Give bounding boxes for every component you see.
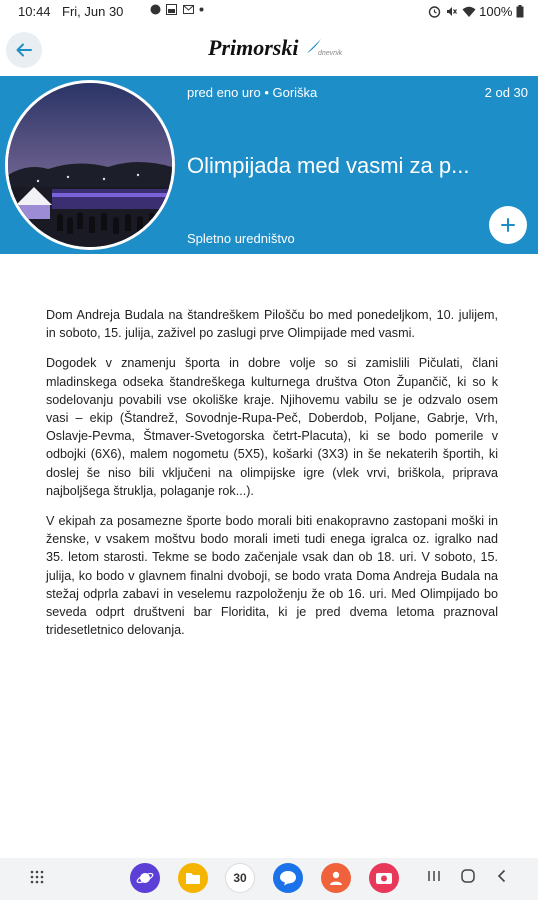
files-app-icon[interactable]	[178, 863, 208, 893]
status-time: 10:44	[18, 4, 51, 19]
status-date: Fri, Jun 30	[62, 4, 124, 19]
person-icon	[328, 870, 344, 886]
chat-bubble-icon	[279, 870, 297, 886]
app-logo: Primorski	[208, 35, 299, 60]
battery-level: 100%	[479, 4, 513, 19]
arrow-left-icon	[15, 41, 33, 59]
alarm-icon	[428, 5, 441, 18]
article-counter: 2 od 30	[484, 85, 528, 100]
navigation-bar	[0, 858, 538, 900]
camera-icon	[375, 871, 393, 885]
calendar-day: 30	[233, 871, 247, 885]
recent-apps-icon[interactable]	[426, 868, 442, 884]
mute-icon	[445, 5, 458, 18]
article-title: Olimpijada med vasmi za p...	[187, 153, 470, 178]
back-nav-icon[interactable]	[494, 868, 510, 884]
article-paragraph: Dom Andreja Budala na štandreškem Pilošču bo med ponedeljkom, 10. julijem, in soboto, 15. julija, zaživel po zaslugi prve Olimpijade med vasmi.	[46, 308, 498, 341]
messenger-icon	[150, 4, 161, 15]
wifi-icon	[462, 5, 476, 18]
status-right	[428, 4, 524, 19]
screen-recorder-app-icon[interactable]	[369, 863, 399, 893]
internet-app-icon[interactable]	[130, 863, 160, 893]
article-body	[46, 306, 498, 651]
contacts-app-icon[interactable]	[321, 863, 351, 893]
event-photo	[8, 83, 172, 247]
app-drawer-icon[interactable]	[30, 870, 44, 884]
add-button[interactable]	[489, 206, 527, 244]
messages-app-icon[interactable]	[273, 863, 303, 893]
article-thumbnail	[5, 80, 175, 250]
article-author: Spletno uredništvo	[187, 231, 295, 246]
app-bar	[0, 24, 538, 76]
calendar-app-icon[interactable]	[225, 863, 255, 893]
image-icon	[166, 4, 177, 15]
planet-icon	[136, 869, 154, 887]
battery-icon	[516, 5, 524, 18]
article-paragraph: Dogodek v znamenju športa in dobre volje so si zamislili Pičulati, člani mladinskega odseka štandreškega kulturnega društva Oton Župančič, ki so k sodelovanju povabili vse okoliške kraje. Njihovemu vabilu se je odzvalo osem vasi – ekip (Štandrež, Sovodnje-Rupa-Peč, Doberdob, Poljane, Gabrje, Vrh, Oslavje-Pevma, Štmaver-Svetogorska četrt-Placuta), ki se bodo pomerile v odbojki (6X6), malem nogometu (5X5), košarki (3X3) in še nekaterih športih, ki doslej še niso bili vključeni na olimpijske igre (vlek vrvi, briškola, priprava najboljšega štruklja, polaganje rok...).	[46, 356, 498, 498]
plus-icon	[500, 217, 516, 233]
dot-icon	[199, 7, 204, 12]
article-meta: pred eno uro • Goriška	[187, 85, 318, 100]
back-button[interactable]	[6, 32, 42, 68]
article-paragraph: V ekipah za posamezne športe bodo morali biti enakopravno zastopani moški in ženske, v vsakem moštvu bodo morali imeti tudi enega igralca oz. igralko nad 35. letom starosti. Tekme se bodo začenjale vsak dan ob 18. uri. V soboto, 15. julija, ko bodo v glavnem finalni dvoboji, se bodo vrata Doma Andreja Budala na stežaj odprla zabavi in veselemu razpoloženju že ob 16. uri. Med Olimpijado bo seveda odprt društveni bar Floridita, ki je pred dvema letoma praznoval tridesetletnico delovanja.	[46, 514, 498, 638]
notification-icons	[150, 3, 204, 17]
app-logo-suffix: dnevnik	[318, 50, 343, 57]
home-icon[interactable]	[460, 868, 476, 884]
status-bar	[0, 0, 538, 24]
folder-icon	[185, 871, 201, 885]
mail-icon	[183, 4, 194, 15]
